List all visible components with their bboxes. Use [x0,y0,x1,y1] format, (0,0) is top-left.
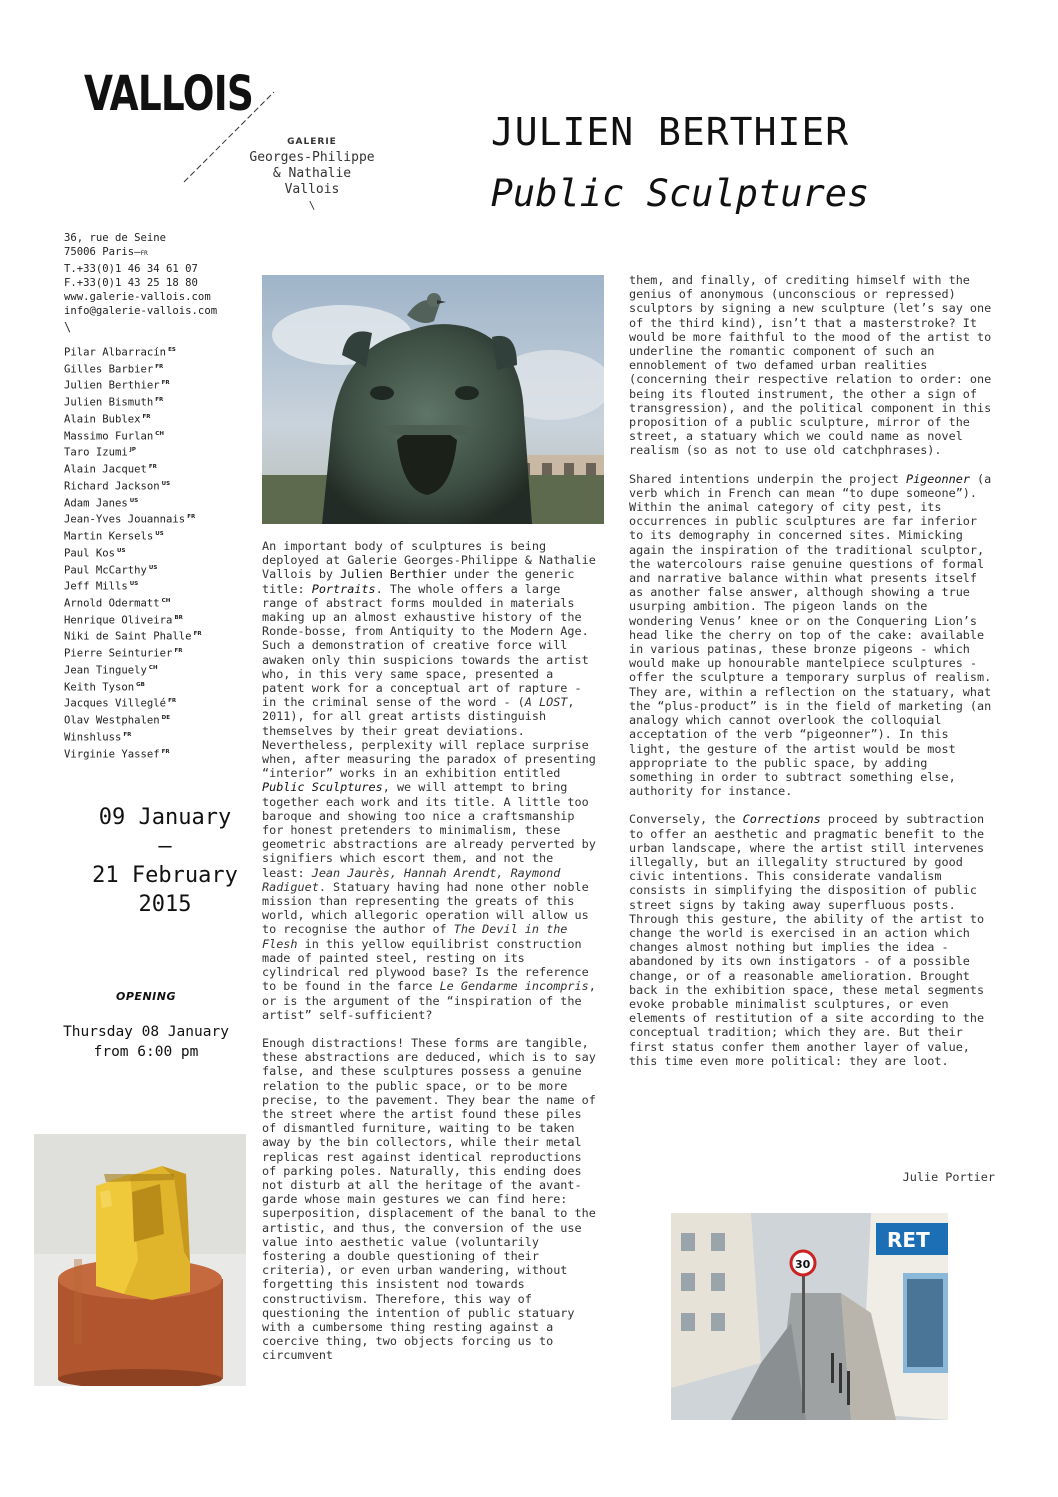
galerie-line1: Georges-Philippe [249,150,375,165]
artist-name: Julien Bismuth [64,396,154,409]
p4-pigeonner-title: Pigeonner [906,471,970,486]
artist-item [64,627,202,644]
artist-name: Massimo Furlan [64,430,154,443]
artist-name: Julien Berthier [64,380,160,392]
artist-item [64,494,202,511]
p1-text-g: in this yellow equilibrist construction made of painted steel, resting on its cylindrical red plywood base? Is the reference to be found in the farce [262,936,589,994]
artist-name: Richard Jackson [64,480,160,493]
p4-text-b: (a verb which in French can mean “to dupe someone”). Within the animal category of city pest, its occurrences in public sculptures are far inferior to its demography in concerned sites. Mimicking again the inspiration of the traditional sculptor, the watercolours raise genuine questions of formal and narrative balance within what presents itself as another false answer, although showing a true usurping ambition. The pigeon lands on the wondering Venus’ knee or on the Conquering Lion’s head like the cherry on top of the cake: available in various patinas, these bronze pigeons - which would make up honourable mantelpiece sculptures - offer the sculpture a temporary surplus of realism. They are, within a reflection on the statuary, what the “plus-product” is in the field of marketing (an analogy which cannot overlook the colloquial acceptation of the verb “pigeonner”). In this light, the gesture of the artist would be most appropriate to the public space, by adding something in order to subtract something else, authority for instance. [629,471,992,799]
artist-name: Pilar Albarracín [64,346,167,359]
artist-country-code: US [129,497,139,504]
p1-text-c: . The whole offers a large range of abstract forms moulded in materials making up an almost exhaustive history of the Ronde-bosse, from Antiquity to the Modern Age. Such a demonstration of creative force will awaken only thin suspicions towards the artist who, in this very same space, presented a patent work for a conceptual art of rapture - in the criminal sense of the word - ( [262,581,589,710]
galerie-line3: Vallois [284,182,340,197]
artist-name: Winshluss [64,731,122,744]
artist-name: Alain Jacquet [64,463,147,476]
exhibition-dates [40,803,290,919]
p5-text-b: proceed by subtraction to offer an aesthetic and pragmatic benefit to the urban landscape, where the artist still intervenes illegally, but an illegality structured by good civic intentions. This considerate vandalism consists in simplifying the disposition of public street signs by taking away superfluous posts. Through this gesture, the ability of the artist to change the world is exercised in an action which changes almost nothing but implies the idea - abandoned by its own instigators - of a possible change, or of a reasonable amelioration. Brought back in the exhibition space, these metal segments evoke probable minimalist sculptures, or even elements of restitution of a site according to the conceptual tradition; which they are. But their first status confer them another layer of value, this time even more political: they are loot. [629,812,985,1068]
galerie-label: GALERIE [287,137,337,147]
street-photo [671,1213,948,1420]
artist-name: Taro Izumi [64,446,128,459]
gallery-address [64,231,217,319]
address-email-link[interactable]: info@galerie-vallois.com [64,305,218,318]
p1-artist-name: Julien Berthier [340,567,447,582]
p1-text-a: An important body of sculptures is being deployed at Galerie Georges-Philippe & Nathalie Vallois by [262,539,596,582]
artist-title: JULIEN BERTHIER [490,110,850,154]
artist-name: Virginie Yassef [64,748,160,761]
artist-country-code: US [129,581,139,588]
artist-item [64,711,202,728]
address-city-line: 75006 Paris—FR [64,246,148,259]
date-year: 2015 [138,892,192,917]
artist-country-code: US [117,547,126,554]
artist-item [64,577,202,594]
artist-country-code: FR [161,380,170,387]
artist-name: Keith Tyson [64,681,135,694]
artist-name: Arnold Odermatt [64,597,160,610]
artist-item [64,360,202,377]
opening-label: OPENING [116,990,176,1003]
artist-item [64,393,202,410]
p1-text-h: , or is the argument of the “inspiration of the artist” self-sufficient? [262,979,596,1022]
show-title: Public Sculptures [490,172,870,215]
opening-time: from 6:00 pm [93,1044,199,1060]
artist-country-code: FR [155,397,164,404]
artist-country-code: GB [136,681,145,688]
address-city: 75006 Paris [64,246,135,259]
address-phone: T.+33(0)1 46 34 61 07 [64,262,198,275]
paragraph-5 [629,812,993,1068]
artist-item [64,477,202,494]
artist-country-code: FR [148,464,157,471]
p5-text-a: Conversely, the [629,812,743,827]
paragraph-4 [629,472,993,799]
article-column-1 [262,539,596,1377]
author-signature: Julie Portier [902,1170,995,1184]
address-street: 36, rue de Seine [64,232,167,244]
artist-item [64,561,202,578]
artist-country-code: FR [193,631,202,638]
p1-devil-title: The Devil in the Flesh [262,922,568,951]
artist-country-code: CH [155,430,164,437]
artist-item [64,443,202,460]
artist-name: Paul McCarthy [64,564,147,577]
artist-item [64,611,202,628]
p1-text-e: , we will attempt to bring together each work and its title. A little too baroque and showing too nice a craftsmanship for honest pretenders to minimalism, these geometric abstractions are already perverted by signifiers which escort them, and not the least: [262,780,596,880]
address-website-link[interactable]: www.galerie-vallois.com [64,291,211,304]
artist-name: Alain Bublex [64,413,141,426]
artist-country-code: FR [155,363,164,370]
artist-item [64,694,202,711]
p1-alost-title: A LOST [524,695,568,710]
artist-country-code: DE [161,715,170,722]
gallery-name-block [232,134,392,214]
p1-portraits-title: Portraits [311,581,376,596]
artist-country-code: JP [129,447,136,454]
artist-item [64,728,202,745]
p5-corrections-title: Corrections [742,812,821,827]
artist-item [64,594,202,611]
article-column-2 [629,273,993,1082]
artist-name: Jean-Yves Jouannais [64,513,186,526]
artist-item [64,544,202,561]
artist-item [64,410,202,427]
artist-name: Paul Kos [64,547,116,560]
p1-work-names: Jean Jaurès, Hannah Arendt, Raymond Radiguet [262,865,561,894]
artist-country-code: FR [142,413,151,420]
artist-item [64,510,202,527]
p1-text-b: under the generic title: [262,567,575,596]
artist-name: Jean Tinguely [64,664,147,677]
opening-day: Thursday 08 January [63,1024,229,1040]
artist-item [64,527,202,544]
artist-name: Niki de Saint Phalle [64,631,192,644]
artist-country-code: FR [168,698,177,705]
address-fax: F.+33(0)1 43 25 18 80 [64,276,198,289]
shop-sign-text: RET [887,1228,930,1252]
artist-country-code: FR [174,648,183,655]
artists-list [64,343,202,761]
galerie-line2: & Nathalie [272,166,352,181]
p1-public-sculptures-title: Public Sculptures [262,780,383,795]
opening-details [40,1022,252,1062]
artist-name: Jeff Mills [64,580,128,593]
artist-item [64,745,202,762]
yellow-sculpture-photo [34,1134,246,1386]
lion-sculpture-photo [262,275,604,524]
artist-name: Henrique Oliveira [64,614,173,627]
address-country: FR [140,250,148,258]
artist-item [64,343,202,360]
paragraph-2: Enough distractions! These forms are tangible, these abstractions are deduced, which is to say false, and these sculptures possess a genuine relation to the public space, or to be more precise, to the pavement. They bear the name of the street where the artist found these piles of dismantled furniture, waiting to be taken away by the bin collectors, while their metal replicas rest against identical reproductions of parking poles. Naturally, this ending does not disturb at all the heritage of the avant-garde whose main gestures we can find here: superposition, displacement of the banal to the artistic, and thus, the conversion of the use value into aesthetic value (voluntarily fostering a double questioning of their criteria), or even urban wandering, without forgetting this insistent nod towards constructivism. Therefore, this way of questioning the intention of public statuary with a cumbersome thing resting against a coercive thing, two objects forcing us to circumvent [262,1035,596,1363]
p1-text-f: . Statuary having had none other noble mission than representing the greats of this world, which allegoric operation will allow us to recognise the author of [262,879,589,937]
paragraph-3: them, and finally, of crediting himself with the genius of anonymous (unconscious or repressed) sculptors by signing a new sculpture (let’s say one of the third kind), isn’t that a masterstroke? It would be more faithful to the mood of the artist to underline the romantic component of such an ennoblement of two defamed urban realities (concerning their respective relation to order: one being its flouted instrument, the other a sign of transgression), and the political component in this proposition of a public sculpture, mirror of the street, a statuary which we could name as novel realism (so as not to use old catchphrases). [629,273,992,458]
address-divider: \ [64,320,72,334]
date-end: 21 February [92,863,238,888]
artist-name: Pierre Seinturier [64,647,173,660]
date-dash: — [158,834,172,859]
artist-country-code: US [148,564,158,571]
artist-item [64,644,202,661]
speed-sign-text: 30 [795,1258,811,1271]
artist-country-code: ES [168,347,176,353]
p4-text-a: Shared intentions underpin the project [629,471,906,486]
artist-name: Olav Westphalen [64,714,160,727]
artist-name: Martin Kersels [64,530,154,543]
artist-name: Gilles Barbier [64,363,154,376]
paragraph-1 [262,539,596,1022]
date-start: 09 January [98,805,232,830]
artist-country-code: CH [161,598,171,605]
gallery-logo: VALLOIS [84,66,254,122]
artist-country-code: CH [148,664,158,671]
artist-country-code: BR [174,614,183,621]
artist-item [64,678,202,695]
artist-country-code: FR [161,748,170,755]
artist-name: Jacques Villeglé [64,697,167,710]
artist-item [64,661,202,678]
artist-country-code: US [161,480,171,487]
artist-item [64,376,202,393]
artist-item [64,460,202,477]
galerie-mark: \ [308,199,316,212]
artist-country-code: FR [187,514,196,521]
p1-text-d: , 2011), for all great artists distinguish themselves by their great deviations. Nevertheless, perplexity will replace surprise when, after measuring the paradox of presenting “interior” works in an exhibition entitled [262,695,596,781]
artist-name: Adam Janes [64,497,128,510]
artist-item [64,427,202,444]
p1-gendarme-title: Le Gendarme incompris [439,979,589,994]
artist-country-code: US [155,531,164,538]
artist-country-code: FR [123,731,132,738]
